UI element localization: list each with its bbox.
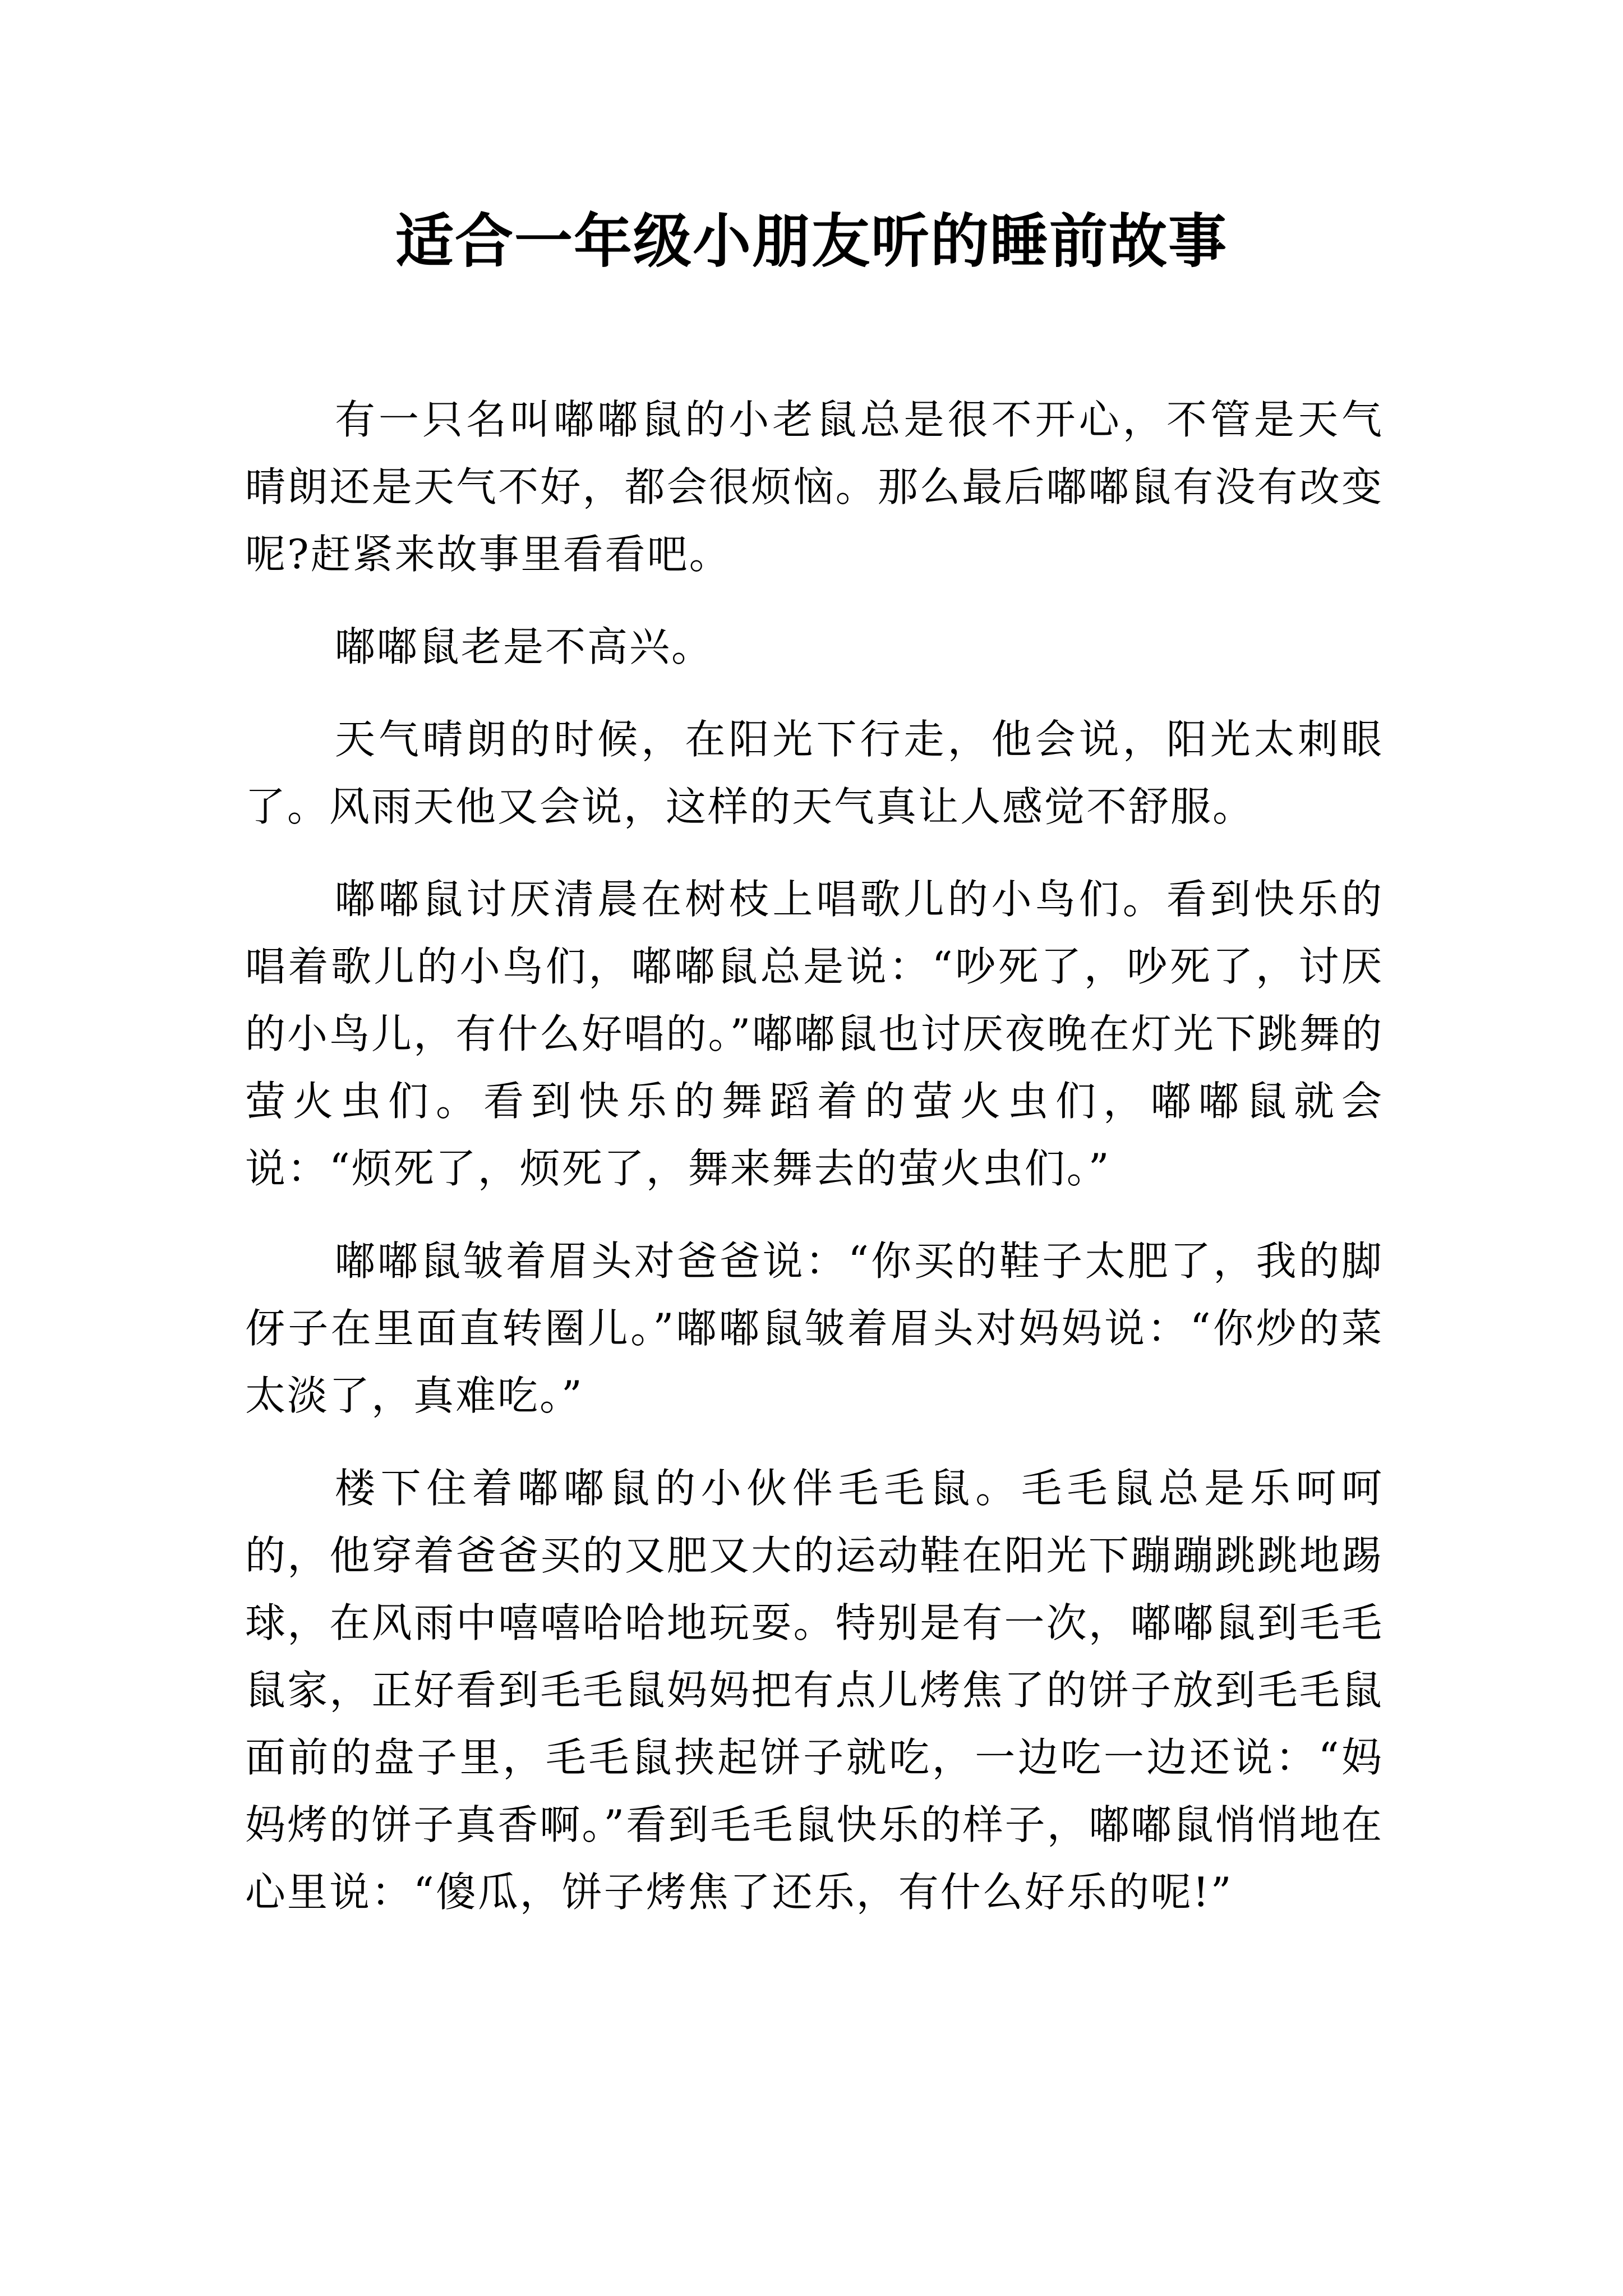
paragraph-intro: 有一只名叫嘟嘟鼠的小老鼠总是很不开心，不管是天气晴朗还是天气不好，都会很烦恼。那么最后嘟嘟鼠有没有改变呢?赶紧来故事里看看吧。 [245,396,1384,578]
paragraph-parents: 嘟嘟鼠皱着眉头对爸爸说：“你买的鞋子太肥了，我的脚伢子在里面直转圈儿。”嘟嘟鼠皱着眉头对妈妈说：“你炒的菜太淡了，真难吃。” [245,1237,1384,1419]
paragraph-unhappy: 嘟嘟鼠老是不高兴。 [335,623,714,670]
paragraph-birds-fireflies: 嘟嘟鼠讨厌清晨在树枝上唱歌儿的小鸟们。看到快乐的唱着歌儿的小鸟们，嘟嘟鼠总是说：“吵死了，吵死了，讨厌的小鸟儿，有什么好唱的。”嘟嘟鼠也讨厌夜晚在灯光下跳舞的萤火虫们。看到快乐的舞蹈着的萤火虫们，嘟嘟鼠就会说：“烦死了，烦死了，舞来舞去的萤火虫们。” [245,876,1384,1192]
paragraph-weather: 天气晴朗的时候，在阳光下行走，他会说，阳光太刺眼了。风雨天他又会说，这样的天气真让人感觉不舒服。 [245,716,1384,830]
document-title: 适合一年级小朋友听的睡前故事 [395,206,1228,275]
paragraph-maomao-mouse: 楼下住着嘟嘟鼠的小伙伴毛毛鼠。毛毛鼠总是乐呵呵的，他穿着爸爸买的又肥又大的运动鞋在阳光下蹦蹦跳跳地踢球，在风雨中嘻嘻哈哈地玩耍。特别是有一次，嘟嘟鼠到毛毛鼠家，正好看到毛毛鼠妈妈把有点儿烤焦了的饼子放到毛毛鼠面前的盘子里，毛毛鼠挟起饼子就吃，一边吃一边还说：“妈妈烤的饼子真香啊。”看到毛毛鼠快乐的样子，嘟嘟鼠悄悄地在心里说：“傻瓜，饼子烤焦了还乐，有什么好乐的呢!” [245,1465,1384,1916]
document-body [245,386,1384,1926]
